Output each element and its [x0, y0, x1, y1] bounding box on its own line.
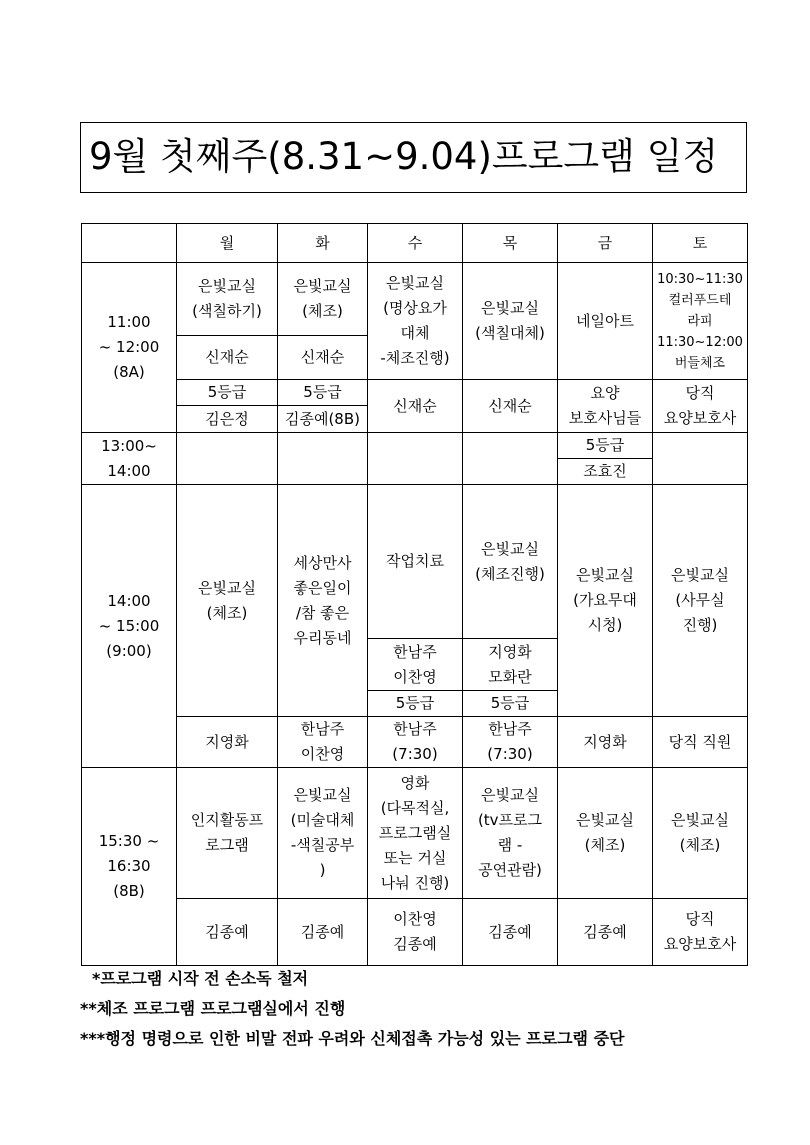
- cell-line: 진행): [682, 616, 718, 634]
- cell-line: ): [319, 861, 326, 879]
- cell-line: 램 -: [497, 836, 523, 854]
- cell-line: 또는 거실: [383, 848, 447, 867]
- staff-cell: 지영화: [177, 717, 278, 768]
- staff-cell: 조효진: [558, 459, 653, 485]
- cell-line: 공연관람): [478, 861, 542, 879]
- program-cell: [368, 768, 463, 899]
- staff-cell: 신재순: [463, 380, 558, 433]
- grade-cell: 5등급: [558, 433, 653, 459]
- cell-line: (체조): [584, 836, 626, 854]
- program-cell: [558, 485, 653, 717]
- empty-cell: [368, 433, 463, 485]
- note-program-suspension: ***행정 명령으로 인한 비말 전파 우려와 신체접촉 가능성 있는 프로그램 중단: [80, 1029, 625, 1048]
- staff-cell: [368, 717, 463, 768]
- cell-line: -체조진행): [380, 349, 450, 367]
- program-cell: [177, 768, 278, 899]
- note-hand-sanitize: *프로그램 시작 전 손소독 철저: [92, 969, 309, 988]
- cell-line: (8A): [113, 363, 145, 381]
- staff-cell: 신재순: [368, 380, 463, 433]
- staff-cell: [653, 899, 748, 966]
- grade-cell: 5등급: [368, 691, 463, 717]
- program-cell: 네일아트: [558, 263, 653, 380]
- header-day: 토: [653, 224, 748, 263]
- staff-cell: 김종예: [278, 899, 368, 966]
- cell-line: 당직: [685, 910, 715, 928]
- cell-line: 은빛교실: [576, 566, 634, 584]
- program-cell: [368, 263, 463, 380]
- time-cell: [82, 263, 177, 433]
- cell-line: 15:30 ~: [98, 832, 160, 850]
- cell-line: 은빛교실: [671, 811, 729, 829]
- cell-line: (체조): [679, 836, 721, 854]
- staff-cell: [558, 380, 653, 433]
- program-cell: 작업치료: [368, 485, 463, 639]
- header-day: 월: [177, 224, 278, 263]
- cell-line: (체조): [302, 302, 343, 320]
- cell-line: 10:30~11:30: [657, 271, 743, 287]
- staff-cell: 김종예: [463, 899, 558, 966]
- cell-line: (미술대체: [290, 811, 355, 829]
- program-cell: [463, 485, 558, 639]
- cell-line: 모화란: [488, 667, 532, 686]
- cell-line: 한남주: [393, 720, 437, 738]
- cell-line: 요양보호사: [663, 935, 737, 953]
- cell-line: 은빛교실: [198, 277, 256, 295]
- cell-line: 은빛교실: [671, 566, 729, 584]
- cell-line: 은빛교실: [293, 277, 352, 295]
- cell-line: 요양: [590, 384, 620, 402]
- staff-cell: 김은정: [177, 406, 278, 433]
- cell-line: 한남주: [393, 642, 437, 661]
- cell-line: (체조): [206, 603, 248, 622]
- cell-line: (다목적실,: [380, 798, 450, 817]
- cell-line: ~ 15:00: [98, 616, 160, 635]
- table-row: [82, 263, 748, 336]
- cell-line: 우리동네: [293, 628, 352, 647]
- cell-line: (8B): [113, 882, 145, 900]
- cell-line: 요양보호사: [663, 409, 737, 427]
- table-row: [82, 717, 748, 743]
- grade-cell: 5등급: [463, 691, 558, 717]
- cell-line: 한남주: [488, 720, 532, 738]
- table-row: [82, 433, 748, 459]
- grade-cell: 5등급: [177, 380, 278, 406]
- staff-cell: [368, 899, 463, 966]
- cell-line: 이찬영: [393, 667, 437, 686]
- cell-line: 은빛교실: [293, 786, 352, 804]
- teacher-cell: 신재순: [278, 336, 368, 380]
- cell-line: /참 좋은: [295, 603, 350, 622]
- cell-line: 영화: [400, 773, 430, 792]
- staff-cell: [463, 717, 558, 768]
- cell-line: (7:30): [487, 745, 533, 763]
- cell-line: 나눠 진행): [380, 873, 450, 892]
- staff-cell: 지영화: [558, 717, 653, 768]
- cell-line: 김종예: [393, 935, 437, 953]
- cell-line: (tv프로그: [477, 811, 543, 829]
- cell-line: -색칠공부: [290, 836, 355, 854]
- schedule-table: [81, 223, 748, 966]
- table-row: [82, 485, 748, 639]
- program-cell: [278, 263, 368, 336]
- table-row: [82, 899, 748, 966]
- cell-line: 16:30: [107, 857, 151, 875]
- cell-line: 버들체조: [674, 355, 726, 371]
- header-day: 화: [278, 224, 368, 263]
- header-day: 수: [368, 224, 463, 263]
- table-row: [82, 380, 748, 406]
- staff-cell: 김종예: [558, 899, 653, 966]
- teacher-cell: [368, 639, 463, 691]
- staff-cell: 당직 직원: [653, 717, 748, 768]
- cell-line: 시청): [587, 616, 623, 634]
- cell-line: (가요무대: [573, 591, 637, 609]
- cell-line: ~ 12:00: [98, 338, 160, 356]
- staff-cell: 김종예: [177, 899, 278, 966]
- cell-line: 은빛교실: [386, 274, 444, 292]
- cell-line: 좋은일이: [293, 578, 352, 597]
- cell-line: 은빛교실: [481, 299, 539, 317]
- page-title: 9월 첫째주(8.31~9.04)프로그램 일정: [89, 135, 719, 178]
- program-cell: [653, 263, 748, 380]
- staff-cell: 김종예(8B): [278, 406, 368, 433]
- cell-line: 14:00: [107, 591, 151, 610]
- cell-line: 은빛교실: [481, 786, 539, 804]
- cell-line: (색칠대체): [475, 324, 545, 342]
- empty-cell: [653, 433, 748, 485]
- cell-line: 컬러푸드테: [668, 292, 732, 308]
- staff-cell: [278, 717, 368, 768]
- empty-cell: [463, 433, 558, 485]
- cell-line: (명상요가: [383, 299, 447, 317]
- cell-line: 이찬영: [393, 910, 437, 928]
- header-day: 금: [558, 224, 653, 263]
- header-day: 목: [463, 224, 558, 263]
- program-cell: [653, 768, 748, 899]
- program-cell: [463, 768, 558, 899]
- cell-line: 은빛교실: [198, 578, 256, 597]
- program-cell: [278, 485, 368, 717]
- cell-line: 당직: [685, 384, 715, 402]
- cell-line: 대체: [400, 324, 430, 342]
- title-box: [80, 122, 747, 193]
- cell-line: 14:00: [107, 461, 151, 480]
- cell-line: (사무실: [675, 591, 725, 609]
- program-cell: [278, 768, 368, 899]
- time-cell: [82, 768, 177, 966]
- grade-cell: 5등급: [278, 380, 368, 406]
- cell-line: 은빛교실: [481, 539, 539, 558]
- cell-line: (9:00): [106, 641, 152, 660]
- program-cell: [177, 485, 278, 717]
- cell-line: 인지활동프: [190, 811, 264, 829]
- cell-line: (체조진행): [475, 564, 545, 583]
- header-corner: [82, 224, 177, 263]
- cell-line: 로그램: [205, 836, 249, 854]
- time-cell: [82, 485, 177, 768]
- program-cell: [463, 263, 558, 380]
- cell-line: 라피: [687, 313, 713, 329]
- program-cell: [177, 263, 278, 336]
- cell-line: (7:30): [392, 745, 438, 763]
- time-cell: [82, 433, 177, 485]
- teacher-cell: [463, 639, 558, 691]
- staff-cell: [653, 380, 748, 433]
- cell-line: (색칠하기): [192, 302, 262, 320]
- table-row: [82, 768, 748, 899]
- cell-line: 지영화: [488, 642, 532, 661]
- cell-line: 13:00~: [101, 436, 157, 455]
- cell-line: 한남주: [300, 720, 345, 738]
- cell-line: 이찬영: [300, 745, 345, 763]
- program-cell: [653, 485, 748, 717]
- cell-line: 11:30~12:00: [657, 334, 743, 350]
- empty-cell: [177, 433, 278, 485]
- cell-line: 세상만사: [293, 553, 352, 572]
- cell-line: 프로그램실: [378, 823, 452, 842]
- teacher-cell: 신재순: [177, 336, 278, 380]
- program-cell: [558, 768, 653, 899]
- empty-cell: [278, 433, 368, 485]
- note-exercise-room: **체조 프로그램 프로그램실에서 진행: [80, 999, 346, 1018]
- header-row: [82, 224, 748, 263]
- cell-line: 은빛교실: [576, 811, 634, 829]
- cell-line: 보호사님들: [568, 409, 642, 427]
- cell-line: 11:00: [107, 313, 151, 331]
